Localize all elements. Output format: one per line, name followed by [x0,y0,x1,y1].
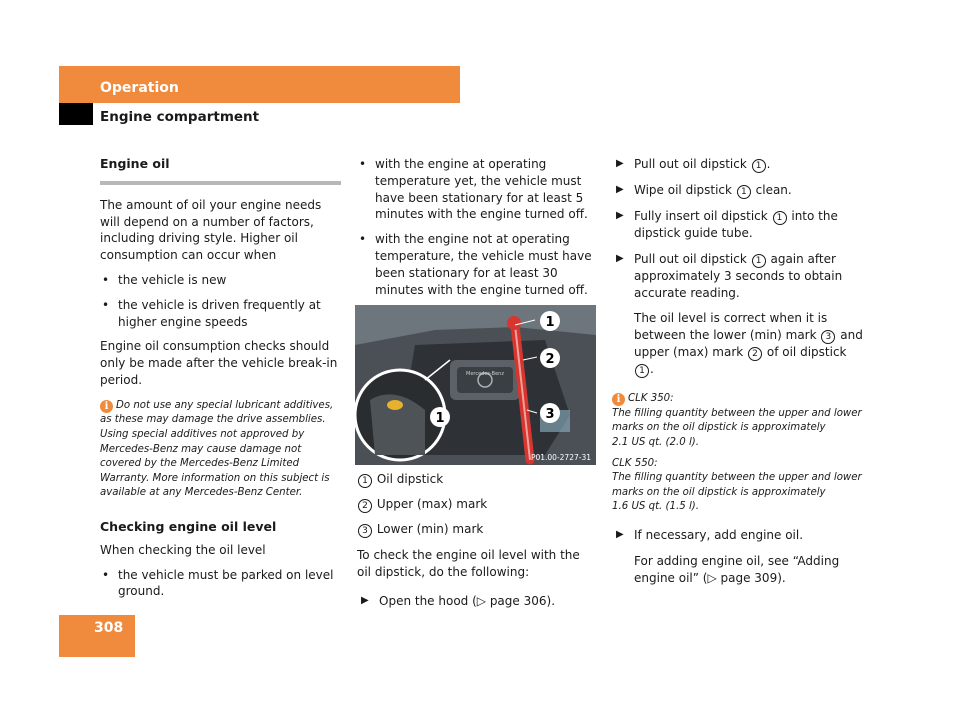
legend-text: Upper (max) mark [376,497,488,511]
legend-number: 2 [358,499,372,513]
column-left [100,156,341,608]
legend-item [357,521,597,538]
heading-engine-oil: Engine oil [100,156,170,171]
triangle-right-icon: ▶ [361,594,369,606]
legend-text: Oil dipstick [376,472,444,486]
step-add-oil: ▶ If necessary, add engine oil. [616,527,804,542]
triangle-right-icon: ▶ [616,528,624,540]
callout-1-inset: 1 [435,411,445,426]
callout-2: 2 [545,352,555,367]
note-clk350: i CLK 350: The filling quantity between the upper and lower marks on the oil dipstick is approximately 2.1 US qt. (2.0 l). [612,393,862,448]
bullet-item: • the vehicle is new [100,272,341,289]
legend-item [357,471,597,488]
level-correct-text: The oil level is correct when it is between the lower (min) mark 3 and upper (max) mark 2 of oil dipstick 1 . [634,311,863,377]
heading-checking-oil-level: Checking engine oil level [100,518,277,534]
step-wipe: ▶ Wipe oil dipstick 1 clean. [616,183,792,197]
header-marker [59,103,93,125]
subsection-title: Engine compartment [100,109,260,125]
section-title: Operation [100,80,179,96]
bullet-item: • the vehicle must be parked on level ground. [100,567,341,601]
column-right [612,156,864,595]
legend-number: 3 [358,524,372,538]
step-insert: ▶ Fully insert oil dipstick 1 into the dipstick guide tube. [616,209,838,240]
triangle-right-icon: ▶ [616,184,624,195]
column-middle [357,156,597,306]
note-clk550: CLK 550: The filling quantity between the upper and lower marks on the oil dipstick is approximately 1.6 US qt. (1.5 l). [612,457,862,513]
add-oil-reference: For adding engine oil, see “Adding engine oil” (▷ page 309). [634,553,840,585]
check-instructions: To check the engine oil level with the oil dipstick, do the following: [357,548,580,579]
bullet-item: • the vehicle is driven frequently at higher engine speeds [100,297,341,331]
bullet-item: • with the engine not at operating temperature, the vehicle must have been stationary for at least 30 minutes with the engine turned off. [357,231,597,298]
legend-item [357,496,597,513]
step-pull-out: ▶ Pull out oil dipstick 1 . [616,157,771,171]
triangle-right-icon: ▶ [616,252,624,264]
column-middle-lower [357,471,597,618]
triangle-right-icon: ▶ [616,210,624,221]
bullet-item: • with the engine at operating temperature yet, the vehicle must have been stationary for at least 5 minutes with the engine turned off. [357,156,597,223]
callout-1: 1 [545,315,555,330]
consumption-paragraph: Engine oil consumption checks should only be made after the vehicle break-in period. [100,339,338,387]
capacity-note [612,392,864,515]
engine-compartment-photo [355,305,596,465]
when-checking-text: When checking the oil level [100,542,266,557]
legend-text: Lower (min) mark [376,522,484,536]
figure-code: P01.00-2727-31 [530,453,591,462]
callout-3: 3 [545,407,555,422]
info-icon: i [612,393,625,406]
info-icon: i [100,400,113,413]
engine-brand-text: Mercedes-Benz [466,371,504,377]
intro-paragraph: The amount of oil your engine needs will depend on a number of factors, including driving style. Higher oil consumption can occur when [100,197,322,263]
info-note-text: Do not use any special lubricant additives, as these may damage the drive assemblies. Using special additives not approved by Mercedes-Benz may cause damage not covered by the Mercedes-Benz Limited Warranty. More information on this subject is available at any Mercedes-Benz Center. [100,399,334,499]
triangle-right-icon: ▶ [616,158,624,169]
engine-illustration [355,305,596,465]
info-note [100,399,341,501]
legend-number: 1 [358,474,372,488]
heading-rule [100,181,341,185]
step-open-hood: ▶ Open the hood (▷ page 306). [361,593,556,608]
page-number: 308 [94,620,124,636]
step-pull-again: ▶ Pull out oil dipstick 1 again after approximately 3 seconds to obtain accurate reading. [616,251,843,300]
